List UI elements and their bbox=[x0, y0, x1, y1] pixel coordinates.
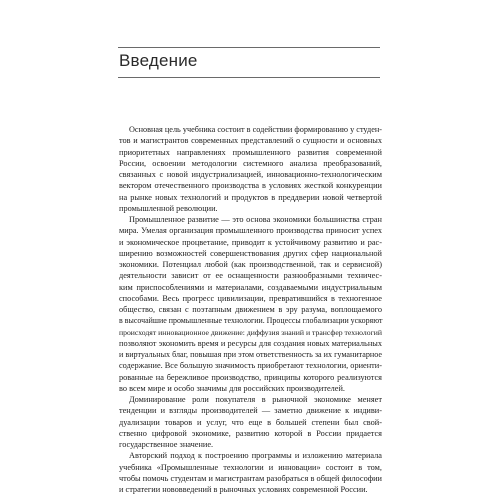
text-line: происходят инновационное движение: диффузия знаний и трансфер технологий bbox=[119, 327, 382, 337]
body-text bbox=[119, 124, 382, 495]
text-line: тов и магистрантов современных представлений о сущности и основных bbox=[119, 136, 382, 146]
text-line: рованные на бережливое производство, принципы которого реализуются bbox=[119, 372, 382, 382]
paragraph bbox=[119, 394, 382, 450]
text-line: государственное значение. bbox=[119, 440, 214, 449]
text-line: дуализации товаров и услуг, что еще в большей степени был свой- bbox=[119, 417, 382, 427]
text-line: Основная цель учебника состоит в содействии формированию у студен- bbox=[129, 125, 382, 134]
text-line: тенденции и взгляды производителей — заметно движение к индиви- bbox=[119, 406, 382, 416]
text-line: Авторский подход к построению программы и изложению материала bbox=[129, 451, 382, 461]
paragraph bbox=[119, 124, 382, 214]
heading-bottom-rule bbox=[118, 77, 380, 78]
paragraph bbox=[119, 450, 382, 495]
text-line: России, освоении методологии системного анализа преобразований, bbox=[119, 158, 382, 168]
text-line: и виртуальных благ, повышая при этом ответственность за их гуманитарное bbox=[119, 350, 382, 359]
text-line: вектором отечественного производства в условиях жесткой конкуренции bbox=[119, 181, 382, 191]
text-line: мира. Умелая организация промышленного производства приносит успех bbox=[119, 226, 382, 236]
text-line: экономики. Потенциал любой (как производственной, так и сервисной) bbox=[119, 260, 382, 269]
paragraph bbox=[119, 214, 382, 394]
text-line: связанных с новой индустриализацией, инновационно-технологическим bbox=[119, 170, 382, 179]
text-line: в высочайшие промышленные технологии. Процессы глобализации ускоряют bbox=[119, 316, 383, 326]
text-line: содержание. Все большую значимость приобретают технологии, ориенти- bbox=[119, 361, 382, 371]
text-line: и экономическое процветание, приводит к устойчивому развитию и рас- bbox=[119, 237, 382, 247]
text-line: ширению возможностей совершенствования других сфер национальной bbox=[119, 248, 382, 258]
text-line: и стратегии нововведений в рыночных условиях современной России. bbox=[119, 485, 368, 494]
text-line: Доминирование роли покупателя в рыночной экономике меняет bbox=[129, 395, 382, 404]
text-line: приоритетных направлениях промышленного развития современной bbox=[119, 147, 382, 157]
heading-top-rule bbox=[118, 47, 380, 48]
text-line: во всем мире и особо значимы для российских производителей. bbox=[119, 383, 345, 393]
text-line: ственно цифровой экономике, развитию которой в России придается bbox=[119, 428, 382, 438]
text-line: на рынке новых технологий и продуктов в преддверии новой четвертой bbox=[119, 192, 382, 202]
text-line: промышленной революции. bbox=[119, 203, 218, 213]
text-line: деятельности зависит от ее оснащенности разнообразными техничес- bbox=[119, 271, 382, 281]
text-line: учебника «Промышленные технологии и инновации» состоит в том, bbox=[119, 462, 382, 472]
text-line: Промышленное развитие — это основа экономики большинства стран bbox=[129, 215, 382, 224]
text-line: общество, связан с поэтапным движением в эру разума, воплощаемого bbox=[119, 305, 382, 314]
chapter-title: Введение bbox=[119, 51, 198, 70]
text-line: позволяют экономить время и ресурсы для создания новых материальных bbox=[119, 338, 382, 348]
text-line: чтобы помочь студентам и магистрантам разобраться в общей философии bbox=[119, 473, 382, 483]
text-line: способами. Весь прогресс цивилизации, превратившийся в техногенное bbox=[119, 293, 382, 303]
text-line: ким приспособлениями и материалами, создаваемыми индустриальным bbox=[119, 282, 382, 292]
